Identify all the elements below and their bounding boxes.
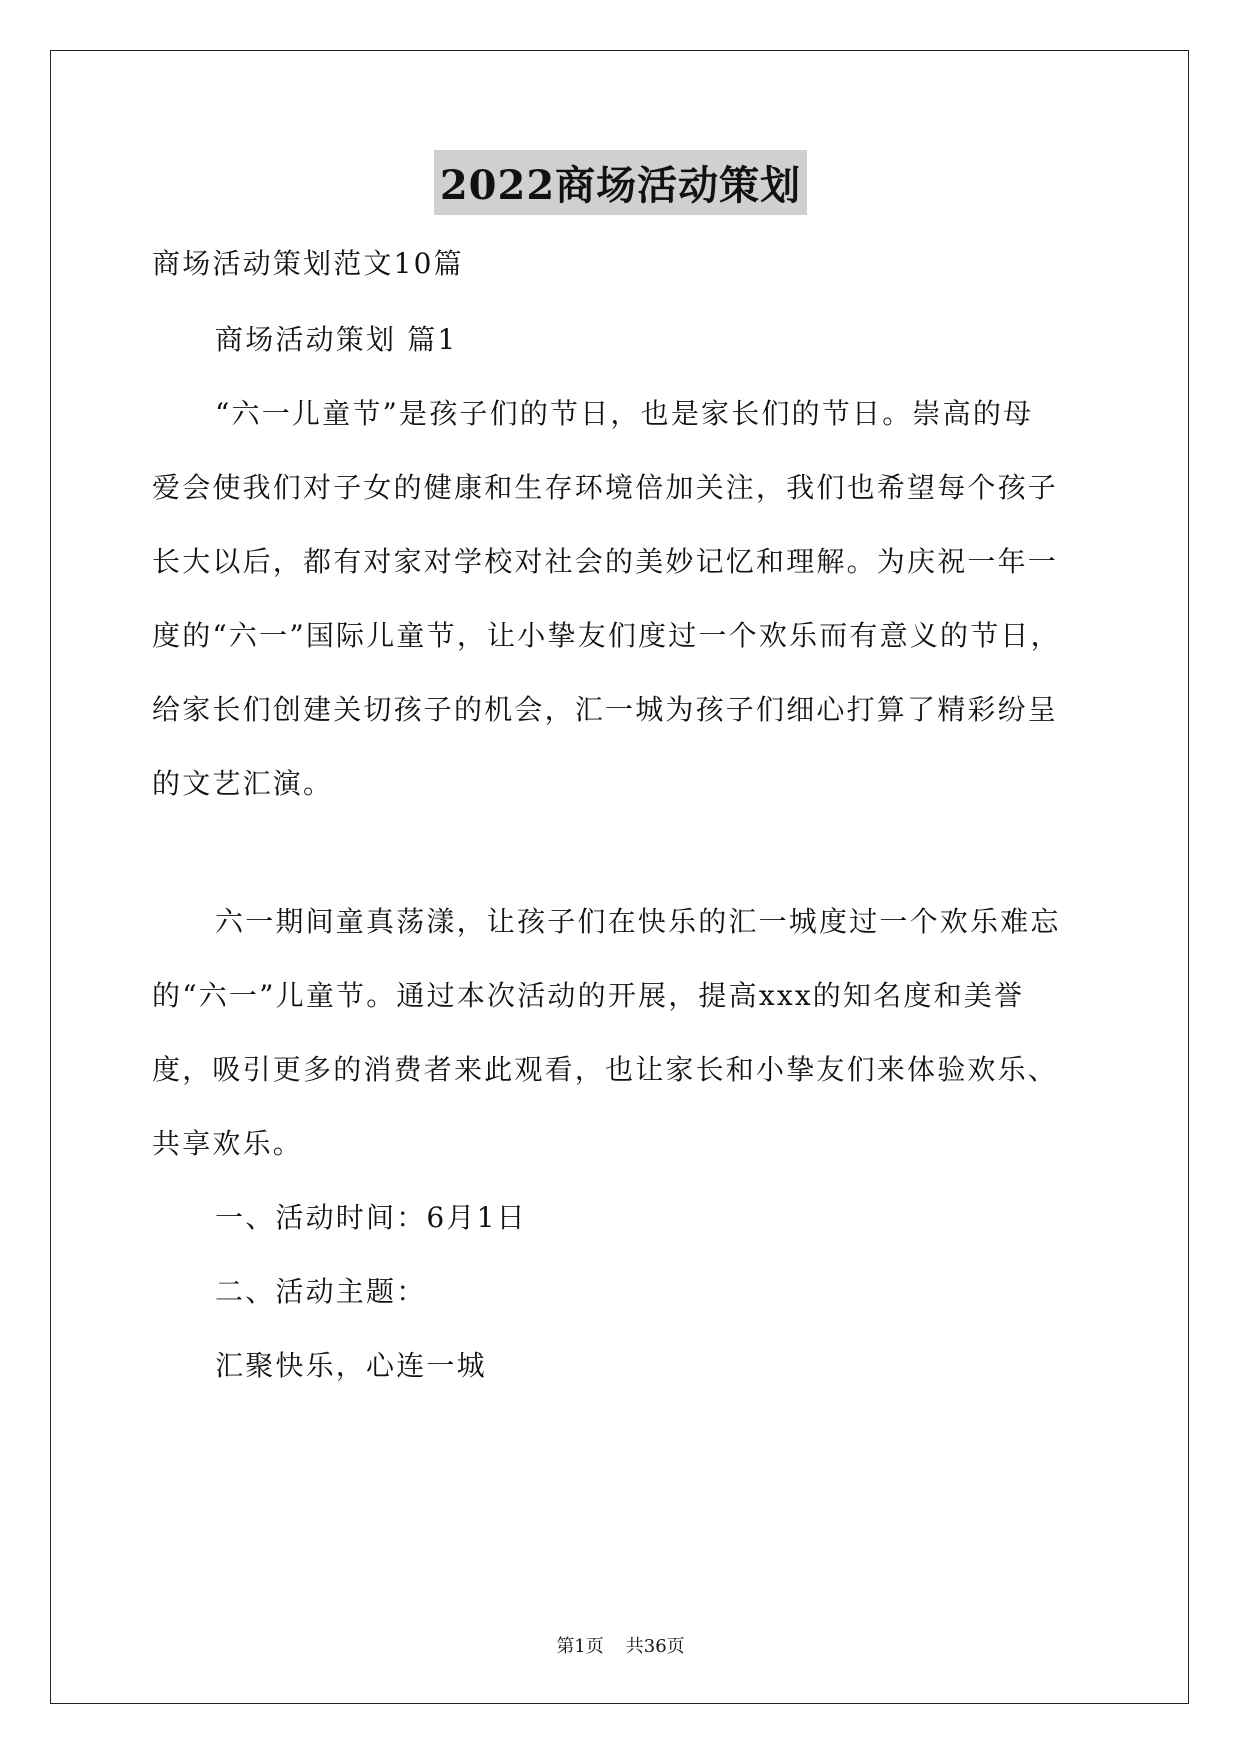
paragraph-line: 的“六一”儿童节。通过本次活动的开展，提高xxx的知名度和美誉 [152, 979, 1025, 1012]
activity-theme-text: 汇聚快乐，心连一城 [215, 1349, 487, 1382]
paragraph-line: 长大以后，都有对家对学校对社会的美妙记忆和理解。为庆祝一年一 [152, 545, 1059, 578]
page-number: 第1页 [556, 1636, 604, 1657]
paragraph-line: 度，吸引更多的消费者来此观看，也让家长和小挚友们来体验欢乐、 [152, 1053, 1059, 1086]
paragraph-line: 六一期间童真荡漾，让孩子们在快乐的汇一城度过一个欢乐难忘 [215, 905, 1061, 938]
paragraph-line: “六一儿童节”是孩子们的节日，也是家长们的节日。崇高的母 [215, 397, 1034, 430]
page-total: 共36页 [625, 1636, 685, 1657]
activity-time: 一、活动时间：6月1日 [215, 1201, 527, 1234]
paragraph-line: 的文艺汇演。 [152, 767, 334, 800]
paragraph-line: 爱会使我们对子女的健康和生存环境倍加关注，我们也希望每个孩子 [152, 471, 1059, 504]
document-subtitle: 商场活动策划范文10篇 [152, 247, 464, 280]
section-heading: 商场活动策划 篇1 [215, 323, 458, 356]
title-container [0, 150, 1241, 215]
paragraph-line: 给家长们创建关切孩子的机会，汇一城为孩子们细心打算了精彩纷呈 [152, 693, 1059, 726]
document-title: 2022商场活动策划 [434, 150, 807, 215]
page-border [50, 50, 1189, 1704]
page-footer [0, 1632, 1241, 1658]
activity-theme-heading: 二、活动主题： [215, 1275, 427, 1308]
paragraph-line: 共享欢乐。 [152, 1127, 304, 1160]
paragraph-line: 度的“六一”国际儿童节，让小挚友们度过一个欢乐而有意义的节日， [152, 619, 1061, 652]
